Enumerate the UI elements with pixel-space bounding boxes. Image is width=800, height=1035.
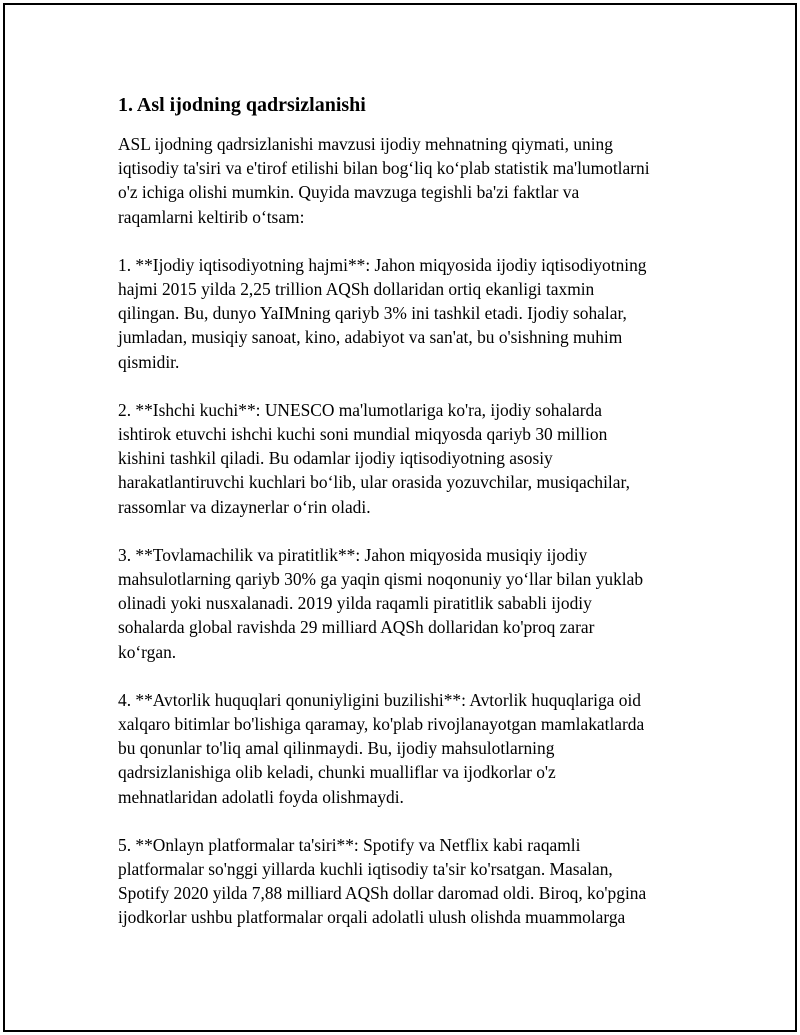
intro-paragraph: [118, 132, 688, 229]
text-line: 5. **Onlayn platformalar ta'siri**: Spotify va Netflix kabi raqamli: [118, 834, 581, 855]
text-line: harakatlantiruvchi kuchlari bo‘lib, ular orasida yozuvchilar, musiqachilar,: [118, 472, 630, 493]
list-item-5-paragraph: [118, 833, 688, 930]
list-item-4-paragraph: [118, 688, 688, 809]
text-line: 1. **Ijodiy iqtisodiyotning hajmi**: Jahon miqyosida ijodiy iqtisodiyotning: [118, 254, 647, 275]
document-body: [118, 92, 688, 954]
section-heading: 1. Asl ijodning qadrsizlanishi: [118, 94, 366, 116]
text-line: olinadi yoki nusxalanadi. 2019 yilda raqamli piratitlik sababli ijodiy: [118, 593, 592, 614]
text-line: platformalar so'nggi yillarda kuchli iqtisodiy ta'sir ko'rsatgan. Masalan,: [118, 859, 613, 880]
text-line: o'z ichiga olishi mumkin. Quyida mavzuga tegishli ba'zi faktlar va: [118, 182, 580, 203]
text-line: qismidir.: [118, 351, 180, 372]
text-line: hajmi 2015 yilda 2,25 trillion AQSh dollaridan ortiq ekanligi taxmin: [118, 279, 595, 300]
list-item-3-paragraph: [118, 543, 688, 664]
list-item-1-paragraph: [118, 253, 688, 374]
list-item-2-paragraph: [118, 398, 688, 519]
text-line: ko‘rgan.: [118, 641, 177, 662]
text-line: sohalarda global ravishda 29 milliard AQSh dollaridan ko'proq zarar: [118, 617, 595, 638]
text-line: mehnatlaridan adolatli foyda olishmaydi.: [118, 786, 404, 807]
text-line: ijodkorlar ushbu platformalar orqali adolatli ulush olishda muammolarga: [118, 907, 626, 928]
text-line: mahsulotlarning qariyb 30% ga yaqin qismi noqonuniy yo‘llar bilan yuklab: [118, 569, 644, 590]
text-line: xalqaro bitimlar bo'lishiga qaramay, ko'plab rivojlanayotgan mamlakatlarda: [118, 714, 645, 735]
text-line: bu qonunlar to'liq amal qilinmaydi. Bu, ijodiy mahsulotlarning: [118, 738, 555, 759]
text-line: 2. **Ishchi kuchi**: UNESCO ma'lumotlariga ko'ra, ijodiy sohalarda: [118, 399, 602, 420]
text-line: qadrsizlanishiga olib keladi, chunki mualliflar va ijodkorlar o'z: [118, 762, 556, 783]
text-line: raqamlarni keltirib o‘tsam:: [118, 206, 305, 227]
text-line: ishtirok etuvchi ishchi kuchi soni mundial miqyosda qariyb 30 million: [118, 424, 608, 445]
text-line: kishini tashkil qiladi. Bu odamlar ijodiy iqtisodiyotning asosiy: [118, 448, 553, 469]
text-line: Spotify 2020 yilda 7,88 milliard AQSh dollar daromad oldi. Biroq, ko'pgina: [118, 883, 647, 904]
text-line: jumladan, musiqiy sanoat, kino, adabiyot va san'at, bu o'sishning muhim: [118, 327, 623, 348]
text-line: qilingan. Bu, dunyo YaIMning qariyb 3% ini tashkil etadi. Ijodiy sohalar,: [118, 303, 627, 324]
text-line: iqtisodiy ta'siri va e'tirof etilishi bilan bog‘liq ko‘plab statistik ma'lumotlarni: [118, 158, 650, 179]
text-line: ASL ijodning qadrsizlanishi mavzusi ijodiy mehnatning qiymati, uning: [118, 134, 613, 154]
text-line: 4. **Avtorlik huquqlari qonuniyligini buzilishi**: Avtorlik huquqlariga oid: [118, 689, 641, 710]
text-line: rassomlar va dizaynerlar o‘rin oladi.: [118, 496, 371, 517]
text-line: 3. **Tovlamachilik va piratitlik**: Jahon miqyosida musiqiy ijodiy: [118, 544, 588, 565]
